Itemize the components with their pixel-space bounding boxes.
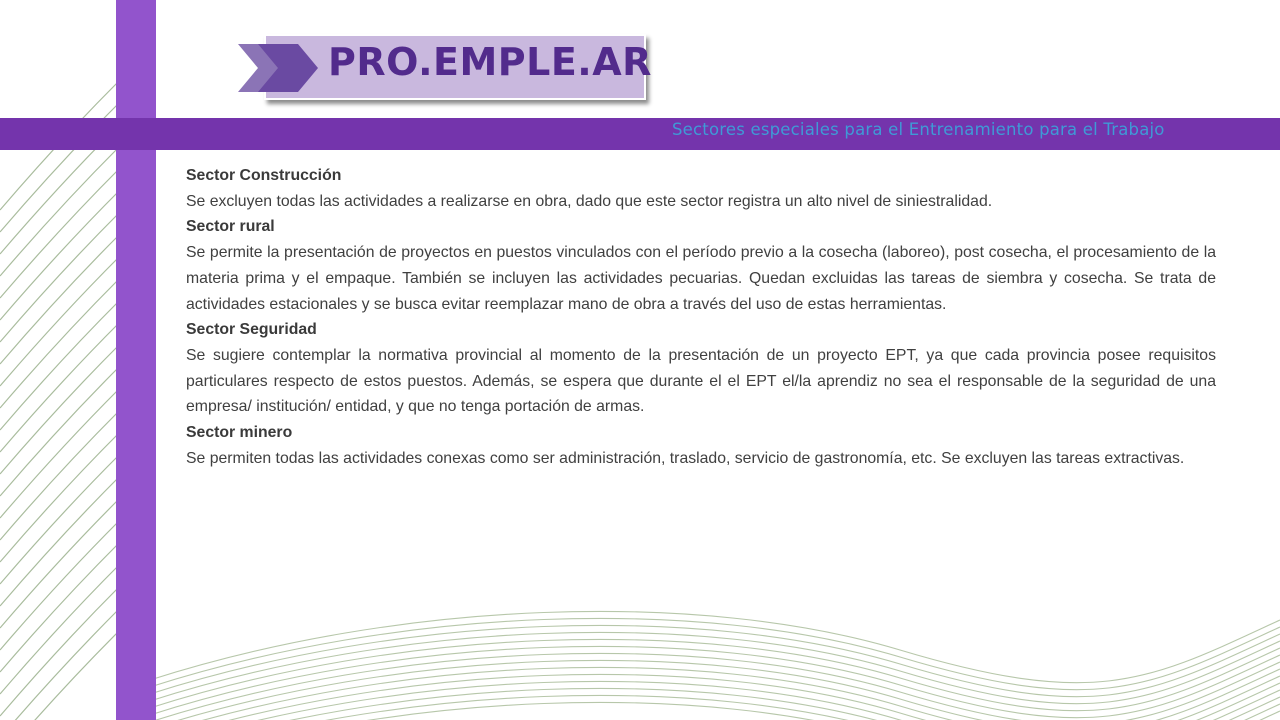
section-body-seguridad: Se sugiere contemplar la normativa provincial al momento de la presentación de un proyecto EPT, ya que cada provincia posee requisitos particulares respecto de estos puestos. Además, se espera que durante el el EPT el/la aprendiz no sea el responsable de la seguridad de una empresa/ institución/ entidad, y que no tenga portación de armas. [186, 346, 1216, 416]
section-title-minero: Sector minero [186, 424, 293, 442]
logo-text: PRO.EMPLE.AR [328, 40, 652, 84]
section-body-construccion: Se excluyen todas las actividades a realizarse en obra, dado que este sector registra un alto nivel de siniestralidad. [186, 192, 993, 210]
section-title-seguridad: Sector Seguridad [186, 321, 317, 339]
section-title-rural: Sector rural [186, 218, 275, 236]
section-body-rural: Se permite la presentación de proyectos en puestos vinculados con el período previo a la cosecha (laboreo), post cosecha, el procesamiento de la materia prima y el empaque. También se incluyen las actividades pecuarias. Quedan excluidas las tareas de siembra y cosecha. Se trata de actividades estacionales y se busca evitar reemplazar mano de obra a través del uso de estas herramientas. [186, 244, 1216, 313]
section-body-minero: Se permiten todas las actividades conexas como ser administración, traslado, servicio de gastronomía, etc. Se excluyen las tareas extractivas. [186, 449, 1185, 467]
page-subtitle: Sectores especiales para el Entrenamiento para el Trabajo [672, 120, 1165, 139]
logo [236, 30, 650, 100]
section-title-construccion: Sector Construcción [186, 167, 342, 184]
chevron-arrow-icon [236, 30, 326, 100]
sidebar-accent-bar [116, 0, 156, 720]
sector-content [186, 163, 1216, 471]
